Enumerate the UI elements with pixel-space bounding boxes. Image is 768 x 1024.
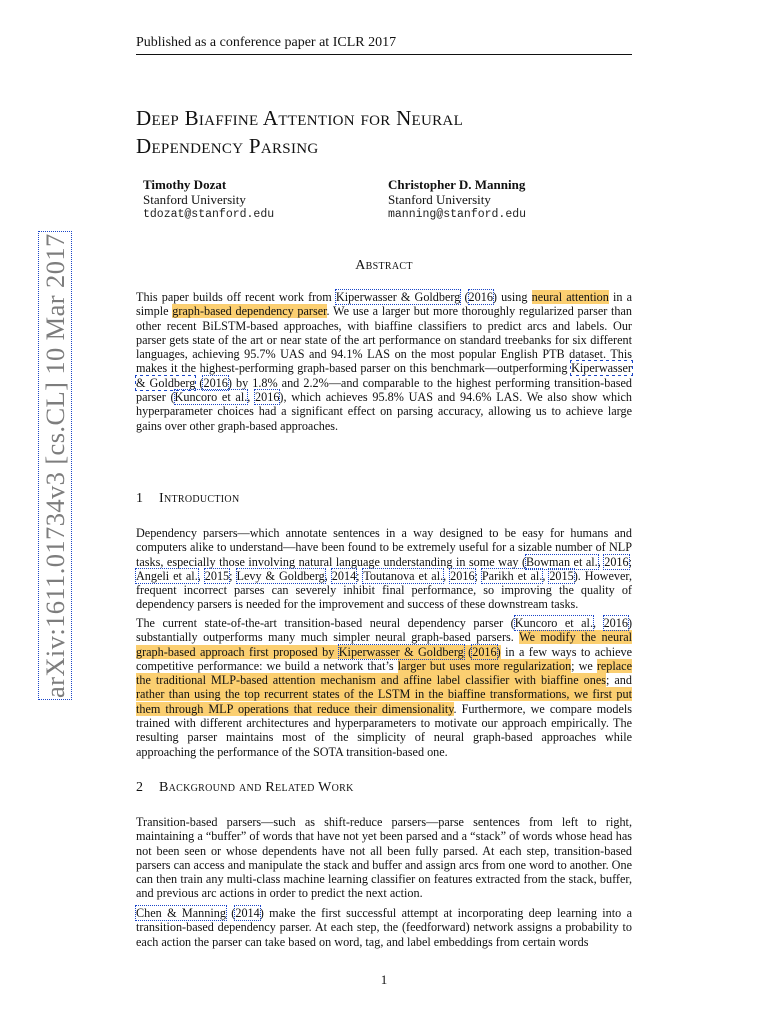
page-number: 1 bbox=[380, 972, 388, 987]
citation-link[interactable]: Parikh et al. bbox=[481, 568, 543, 583]
author-block bbox=[143, 177, 274, 222]
author-name: Christopher D. Manning bbox=[388, 177, 526, 192]
paragraph: The current state-of-the-art transition-based neural dependency parser (Kuncoro et al., 2016) substantially outperforms many much simpler neural graph-based parsers. We modify the neural graph-based approach first proposed by Kiperwasser & Goldberg (2016) in a few ways to achieve competitive performance: we build a network that’s larger but uses more regularization; we replace the traditional MLP-based attention mechanism and affine label classifier with biaffine ones; and rather than using the top recurrent states of the LSTM in the biaffine transformations, we first put them through MLP operations that reduce their dimensionality. Furthermore, we compare models trained with different architectures and hyperparameters to motivate our approach empirically. The resulting parser maintains most of the simplicity of neural graph-based approaches while approaching the performance of the SOTA transition-based one. bbox=[136, 616, 632, 759]
citation-link[interactable]: Levy & Goldberg bbox=[236, 568, 325, 583]
arxiv-stamp[interactable] bbox=[40, 233, 70, 698]
paragraph: Transition-based parsers—such as shift-reduce parsers—parse sentences from left to right, maintaining a “buffer” of words that have not yet been parsed and a “stack” of words whose head has not been seen or whose dependents have not all been fully parsed. At each step, transition-based parsers can access and manipulate the stack and buffer and assign arcs from one word to another. One can then train any multi-class machine learning classifier on features extracted from the stack, buffer, and previous arc actions in order to predict the next action. bbox=[136, 815, 632, 901]
citation-link[interactable]: Toutanova et al. bbox=[363, 568, 444, 583]
citation-link[interactable]: 2016 bbox=[603, 616, 628, 630]
citation-link[interactable]: 2016 bbox=[472, 644, 497, 659]
citation-link[interactable]: Kuncoro et al. bbox=[514, 616, 593, 630]
highlighted-text: larger but uses more regularization bbox=[397, 658, 572, 673]
running-header: Published as a conference paper at ICLR 2017 bbox=[136, 34, 632, 55]
citation-link[interactable]: Kiperwasser & Goldberg bbox=[335, 290, 461, 304]
highlighted-text: neural attention bbox=[531, 290, 609, 304]
author-affiliation: Stanford University bbox=[143, 192, 246, 207]
author-email: tdozat@stanford.edu bbox=[143, 208, 275, 221]
section-number: 1 bbox=[136, 491, 144, 506]
section-heading-introduction bbox=[136, 491, 239, 507]
highlighted-text: We modify the neural graph-based approach first proposed by bbox=[136, 630, 632, 659]
paragraph: Chen & Manning (2014) make the first successful attempt at incorporating deep learning into a transition-based dependency parser. At each step, the (feedforward) network assigns a probability to each action the parser can take based on word, tag, and label embeddings from certain words bbox=[136, 906, 633, 949]
highlighted-text: rather than using the top recurrent states of the LSTM in the biaffine transformations, we first put them through MLP operations that reduce their dimensionality bbox=[136, 687, 632, 716]
author-affiliation: Stanford University bbox=[388, 192, 491, 207]
abstract-heading: Abstract bbox=[355, 258, 413, 273]
author-block bbox=[388, 177, 526, 222]
author-name: Timothy Dozat bbox=[143, 177, 227, 192]
citation-link[interactable]: Kiperwasser & Goldberg bbox=[136, 361, 632, 390]
paper-title-line-2: Dependency Parsing bbox=[136, 134, 319, 158]
citation-link[interactable]: Angeli et al. bbox=[136, 568, 198, 583]
citation-link[interactable]: Chen & Manning bbox=[136, 906, 226, 920]
paper-title-line-1: Deep Biaffine Attention for Neural bbox=[136, 106, 464, 130]
citation-link[interactable]: 2016 bbox=[468, 290, 493, 304]
citation-link[interactable]: 2016 bbox=[450, 568, 475, 583]
citation-link[interactable]: Bowman et al. bbox=[526, 554, 598, 569]
paper-title bbox=[136, 104, 636, 160]
citation-link[interactable]: 2015 bbox=[549, 568, 574, 583]
citation-link[interactable]: 2016 bbox=[604, 554, 629, 569]
section-title: Background and Related Work bbox=[159, 780, 354, 795]
citation-link[interactable]: 2016 bbox=[255, 390, 280, 405]
section-number: 2 bbox=[136, 780, 144, 795]
highlighted-text: ) bbox=[496, 644, 501, 659]
highlighted-text: replace the traditional MLP-based attention mechanism and affine label classifier with biaffine ones bbox=[136, 658, 632, 688]
citation-link[interactable]: 2015 bbox=[204, 568, 230, 583]
citation-link[interactable]: 2014 bbox=[331, 568, 357, 583]
abstract-body: This paper builds off recent work from Kiperwasser & Goldberg (2016) using neural attention in a simple graph-based dependency parser. We use a larger but more thoroughly regularized parser than other recent BiLSTM-based approaches, with biaffine classifiers to predict arcs and labels. Our parser gets state of the art or near state of the art performance on standard treebanks for six different languages, achieving 95.7% UAS and 94.1% LAS on the most popular English PTB dataset. This makes it the highest-performing graph-based parser on this benchmark—outperforming Kiperwasser & Goldberg (2016) by 1.8% and 2.2%—and comparable to the highest performing transition-based parser (Kuncoro et al., 2016), which achieves 95.8% UAS and 94.6% LAS. We also show which hyperparameter choices had a significant effect on parsing accuracy, allowing us to achieve large gains over other graph-based approaches. bbox=[136, 290, 632, 433]
citation-link[interactable]: 2014 bbox=[235, 906, 260, 920]
highlighted-text: ( bbox=[463, 644, 473, 659]
paragraph: Dependency parsers—which annotate sentences in a way designed to be easy for humans and computers alike to understand—have been found to be extremely useful for a sizable number of NLP tasks, especially those involving natural language understanding in some way (Bowman et al., 2016; Angeli et al., 2015; Levy & Goldberg, 2014; Toutanova et al., 2016; Parikh et al., 2015). However, frequent incorrect parses can severely inhibit final performance, so improving the quality of dependency parsers is needed for the improvement and success of these downstream tasks. bbox=[136, 526, 633, 612]
citation-link[interactable]: 2016 bbox=[203, 375, 228, 390]
citation-link[interactable]: Kiperwasser & Goldberg bbox=[338, 644, 464, 659]
section-title: Introduction bbox=[159, 491, 240, 506]
section-heading-background bbox=[136, 780, 354, 796]
citation-link[interactable]: Kuncoro et al. bbox=[174, 390, 248, 405]
arxiv-stamp-text[interactable]: arXiv:1611.01734v3 [cs.CL] 10 Mar 2017 bbox=[40, 233, 70, 698]
author-email: manning@stanford.edu bbox=[388, 208, 527, 221]
highlighted-text: graph-based dependency parser bbox=[172, 304, 327, 319]
